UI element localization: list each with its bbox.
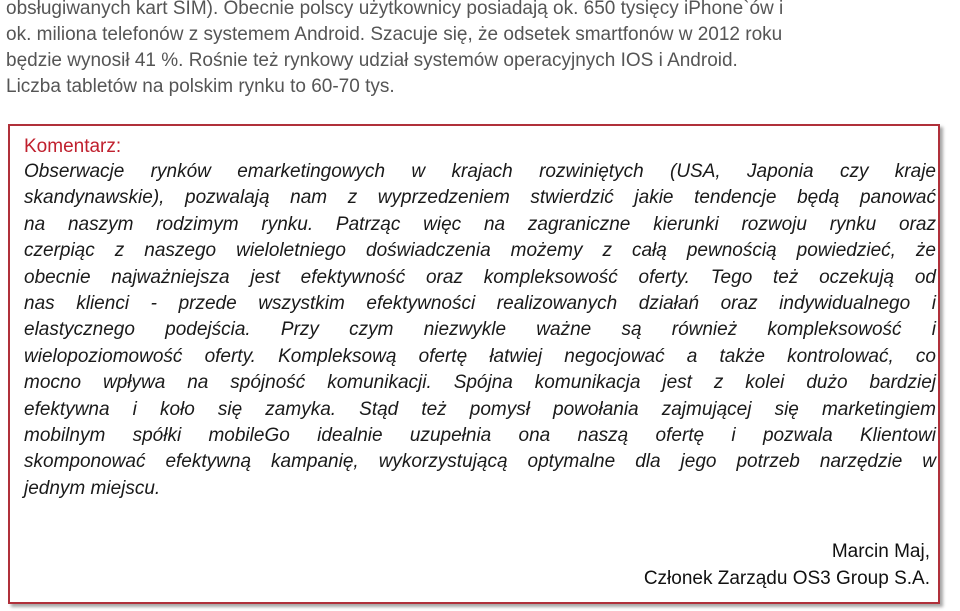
comment-line: wielopoziomowość oferty. Kompleksową ofertę łatwiej negocjować a także kontrolować, co (24, 345, 936, 367)
comment-body (24, 159, 936, 502)
comment-line: czerpiąc z naszego wieloletniego doświadczenia możemy z całą pewnością powiedzieć, że (24, 240, 936, 262)
comment-line: elastycznego podejścia. Przy czym niezwykle ważne są również kompleksowość i (24, 319, 936, 341)
signature-name: Marcin Maj, (831, 541, 930, 562)
comment-line: skomponować efektywną kampanię, wykorzystującą optymalne dla jego potrzeb narzędzie w (24, 451, 936, 473)
intro-paragraph (6, 0, 956, 100)
comment-line: jednym miejscu. (24, 477, 161, 499)
comment-line: na naszym rodzimym rynku. Patrząc więc na zagraniczne kierunki rozwoju rynku oraz (24, 213, 936, 235)
comment-line: skandynawskie), pozwalają nam z wyprzedzeniem stwierdzić jakie tendencje będą panować (24, 187, 936, 209)
intro-line: Liczba tabletów na polskim rynku to 60-70 tys. (6, 76, 395, 97)
signature (644, 538, 930, 592)
comment-line: mocno wpływa na spójność komunikacji. Spójna komunikacja jest z kolei dużo bardziej (24, 372, 936, 394)
comment-line: mobilnym spółki mobileGo idealnie uzupełnia ona naszą ofertę i pozwala Klientowi (24, 425, 936, 447)
comment-line: obecnie najważniejsza jest efektywność oraz kompleksowość oferty. Tego też oczekują od (24, 266, 936, 288)
comment-line: nas klienci - przede wszystkim efektywności realizowanych działań oraz indywidualnego i (24, 293, 936, 315)
intro-line: obsługiwanych kart SIM). Obecnie polscy użytkownicy posiadają ok. 650 tysięcy iPhone`ów i (6, 0, 784, 19)
intro-line: ok. miliona telefonów z systemem Android. Szacuje się, że odsetek smartfonów w 2012 roku (6, 24, 783, 45)
intro-line: będzie wynosił 41 %. Rośnie też rynkowy udział systemów operacyjnych IOS i Android. (6, 50, 738, 71)
comment-title: Komentarz: (24, 136, 122, 157)
comment-line: Obserwacje rynków emarketingowych w krajach rozwiniętych (USA, Japonia czy kraje (24, 161, 936, 182)
comment-line: efektywna i koło się zamyka. Stąd też pomysł powołania zajmującej się marketingiem (24, 398, 936, 420)
signature-role: Członek Zarządu OS3 Group S.A. (643, 568, 930, 589)
comment-box (8, 124, 940, 604)
